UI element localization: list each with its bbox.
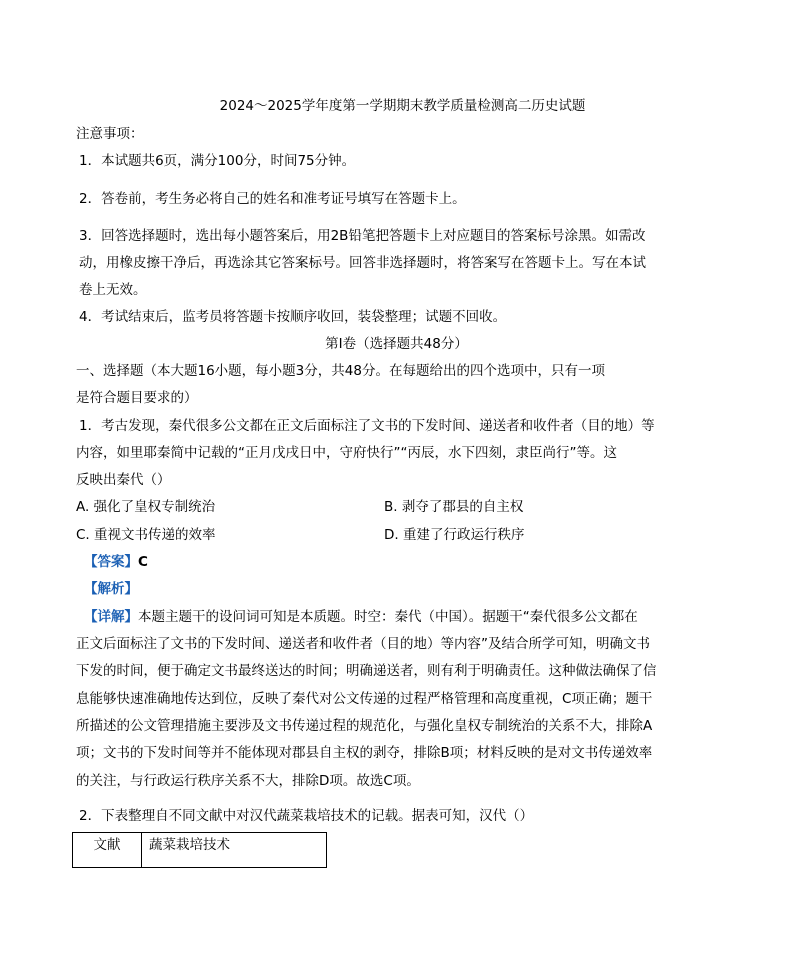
table-header-technique: 蔬菜栽培技术 bbox=[149, 837, 230, 853]
q1-answer bbox=[84, 553, 148, 571]
section-instructions-line-1: 一、选择题（本大题16小题，每小题3分，共48分。在每题给出的四个选项中，只有一项 bbox=[76, 363, 605, 379]
answer-label: 【答案】 bbox=[84, 554, 138, 570]
q1-analysis-label bbox=[84, 580, 138, 598]
notice-item-4: 4．考试结束后，监考员将答题卡按顺序收回，装袋整理；试题不回收。 bbox=[79, 309, 507, 325]
exam-title: 2024～2025学年度第一学期期末教学质量检测高二历史试题 bbox=[219, 98, 586, 114]
section-title: 第I卷（选择题共48分） bbox=[325, 336, 468, 352]
notice-heading: 注意事项： bbox=[76, 126, 144, 142]
notice-item-3-line-1: 3．回答选择题时，选出每小题答案后，用2B铅笔把答题卡上对应题目的答案标号涂黑。如需改 bbox=[79, 228, 646, 244]
q1-option-d: D. 重建了行政运行秩序 bbox=[384, 527, 525, 543]
q1-detail-line-7: 的关注，与行政运行秩序关系不大，排除D项。故选C项。 bbox=[76, 773, 420, 789]
answer-value: C bbox=[138, 554, 148, 570]
q2-stem: 2．下表整理自不同文献中对汉代蔬菜栽培技术的记载。据表可知，汉代（） bbox=[79, 808, 534, 824]
q1-stem-line-3: 反映出秦代（） bbox=[76, 472, 171, 488]
notice-item-1: 1．本试题共6页，满分100分，时间75分钟。 bbox=[79, 153, 356, 169]
q1-detail-line-1 bbox=[84, 608, 638, 626]
q1-detail-line-5: 所描述的公文管理措施主要涉及文书传递过程的规范化，与强化皇权专制统治的关系不大，排除A bbox=[76, 718, 653, 734]
analysis-label: 【解析】 bbox=[84, 581, 138, 597]
detail-first-text: 本题主题干的设问词可知是本质题。时空：秦代（中国）。据题干“秦代很多公文都在 bbox=[138, 609, 638, 625]
section-instructions-line-2: 是符合题目要求的） bbox=[76, 390, 198, 406]
q1-stem-line-1: 1．考古发现，秦代很多公文都在正文后面标注了文书的下发时间、递送者和收件者（目的地）等 bbox=[79, 418, 655, 434]
q1-detail-line-3: 下发的时间，便于确定文书最终送达的时间；明确递送者，则有利于明确责任。这种做法确保了信 bbox=[76, 663, 657, 679]
notice-item-2: 2．答卷前，考生务必将自己的姓名和准考证号填写在答题卡上。 bbox=[79, 191, 466, 207]
q2-table bbox=[72, 832, 327, 868]
q1-detail-line-4: 息能够快速准确地传达到位，反映了秦代对公文传递的过程严格管理和高度重视，C项正确；题干 bbox=[76, 691, 653, 707]
q1-detail-line-2: 正文后面标注了文书的下发时间、递送者和收件者（目的地）等内容”及结合所学可知，明确文书 bbox=[76, 636, 650, 652]
q1-option-b: B. 剥夺了郡县的自主权 bbox=[384, 499, 524, 515]
q1-detail-line-6: 项；文书的下发时间等并不能体现对郡县自主权的剥夺，排除B项；材料反映的是对文书传递效率 bbox=[76, 745, 653, 761]
detail-label: 【详解】 bbox=[84, 609, 138, 625]
table-header-document: 文献 bbox=[73, 833, 142, 867]
q1-stem-line-2: 内容，如里耶秦简中记载的“正月戊戌日中，守府快行”“丙辰，水下四刻，隶臣尚行”等。这 bbox=[76, 445, 617, 461]
q1-option-c: C. 重视文书传递的效率 bbox=[76, 527, 216, 543]
notice-item-3-line-2: 动，用橡皮擦干净后，再选涂其它答案标号。回答非选择题时，将答案写在答题卡上。写在本试 bbox=[79, 255, 646, 271]
q1-option-a: A. 强化了皇权专制统治 bbox=[76, 499, 216, 515]
notice-item-3-line-3: 卷上无效。 bbox=[79, 282, 147, 298]
